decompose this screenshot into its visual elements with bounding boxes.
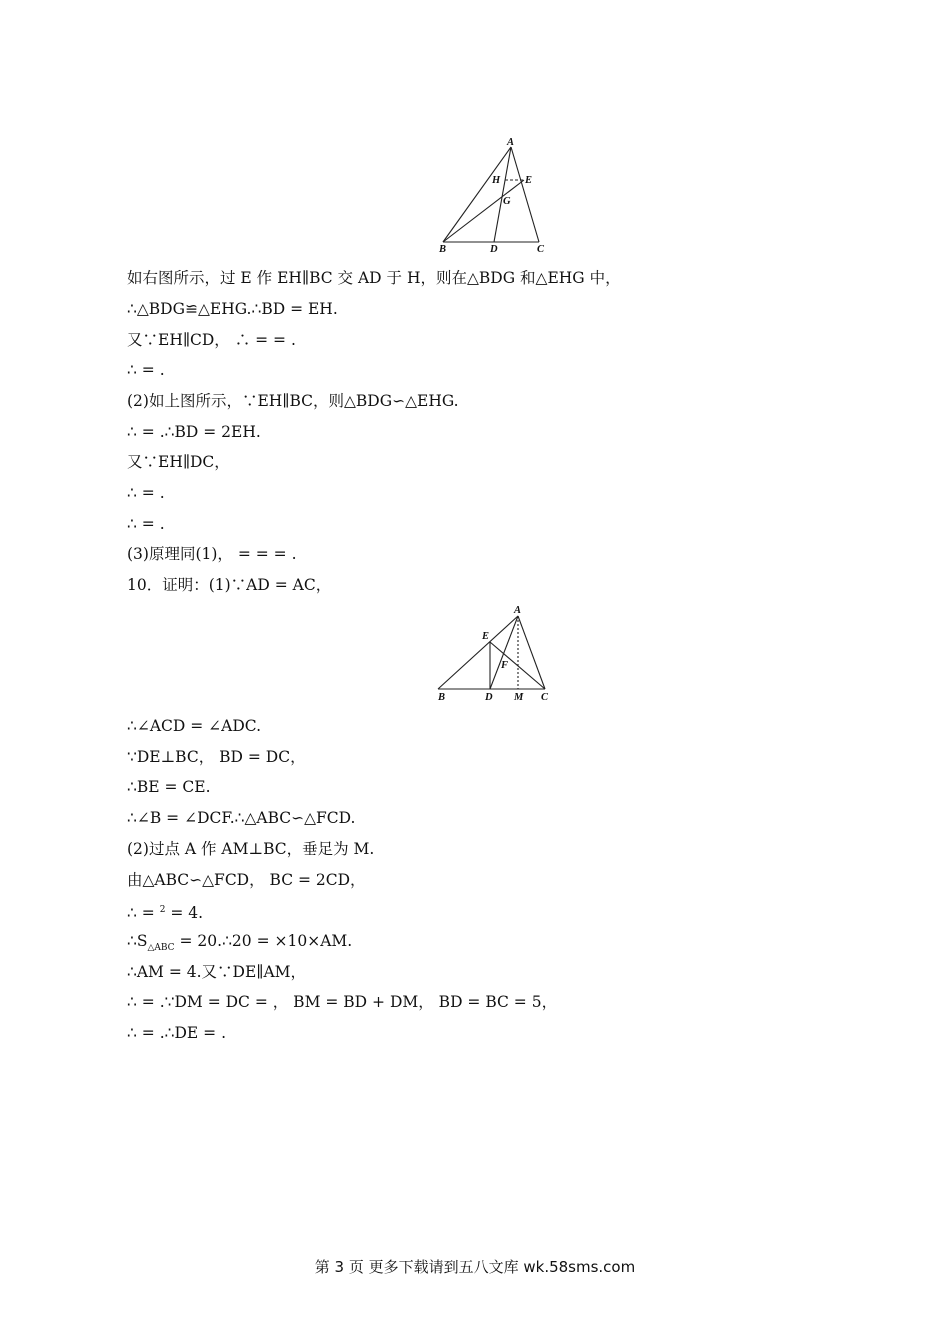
area-subscript: △ABC <box>147 943 175 954</box>
label-f: F <box>501 660 509 671</box>
label-g: G <box>503 196 511 207</box>
proof-line: (3)原理同(1)， = = = . <box>127 545 297 563</box>
proof-line: ∴ = . <box>127 515 165 533</box>
proof-line: ∵DE⊥BC， BD = DC， <box>127 748 306 766</box>
label-a: A <box>514 605 522 616</box>
label-d: D <box>485 692 493 703</box>
label-e: E <box>482 631 490 642</box>
segment-ab <box>438 616 518 689</box>
proof-line: ∴ = .∵DM = DC = ， BM = BD + DM， BD = BC = 5， <box>127 993 558 1011</box>
proof-line-ratio-squared <box>127 900 203 923</box>
proof-line: 由△ABC∽△FCD， BC = 2CD， <box>127 871 366 889</box>
proof-line: ∴BE = CE. <box>127 778 211 796</box>
label-b: B <box>439 244 447 255</box>
proof-line: ∴∠ACD = ∠ADC. <box>127 717 262 735</box>
proof-line: 又∵EH∥CD， ∴ = = . <box>127 331 296 349</box>
proof-line: (2)过点 A 作 AM⊥BC，垂足为 M. <box>127 840 375 858</box>
proof-line: ∴ = . <box>127 484 165 502</box>
segment-ac <box>511 147 539 242</box>
label-h: H <box>492 175 501 186</box>
proof-line: 如右图所示，过 E 作 EH∥BC 交 AD 于 H，则在△BDG 和△EHG 中， <box>127 269 621 287</box>
proof-line: ∴AM = 4.又∵DE∥AM， <box>127 963 307 981</box>
label-b: B <box>438 692 446 703</box>
segment-ad <box>490 616 518 689</box>
proof-line-area <box>127 931 352 958</box>
proof-line: ∴ = .∴DE = . <box>127 1024 227 1042</box>
area-prefix: ∴S <box>127 932 148 950</box>
proof-line: 又∵EH∥DC， <box>127 453 230 471</box>
proof-line: ∴ = . <box>127 361 165 379</box>
problem-10-heading: 10．证明：(1)∵AD = AC， <box>127 576 332 594</box>
ratio-suffix: = 4. <box>165 904 204 923</box>
label-d: D <box>490 244 498 255</box>
triangle-figure-1 <box>430 132 560 256</box>
label-m: M <box>514 692 524 703</box>
segment-ad <box>494 147 511 242</box>
triangle-figure-2 <box>430 600 560 706</box>
ratio-prefix: ∴ = <box>127 904 160 923</box>
label-c: C <box>537 244 545 255</box>
proof-line: ∴∠B = ∠DCF.∴△ABC∽△FCD. <box>127 809 356 827</box>
proof-line: ∴ = .∴BD = 2EH. <box>127 423 261 441</box>
proof-line: (2)如上图所示，∵EH∥BC，则△BDG∽△EHG. <box>127 392 459 410</box>
exponent: 2 <box>159 905 166 915</box>
segment-be <box>443 180 524 242</box>
page-footer: 第 3 页 更多下载请到五八文库 wk.58sms.com <box>314 1258 636 1276</box>
label-c: C <box>541 692 549 703</box>
area-suffix: = 20.∴20 = ×10×AM. <box>174 932 353 950</box>
segment-ab <box>443 147 511 242</box>
label-e: E <box>525 175 533 186</box>
proof-line: ∴△BDG≌△EHG.∴BD = EH. <box>127 300 338 318</box>
label-a: A <box>507 137 515 148</box>
